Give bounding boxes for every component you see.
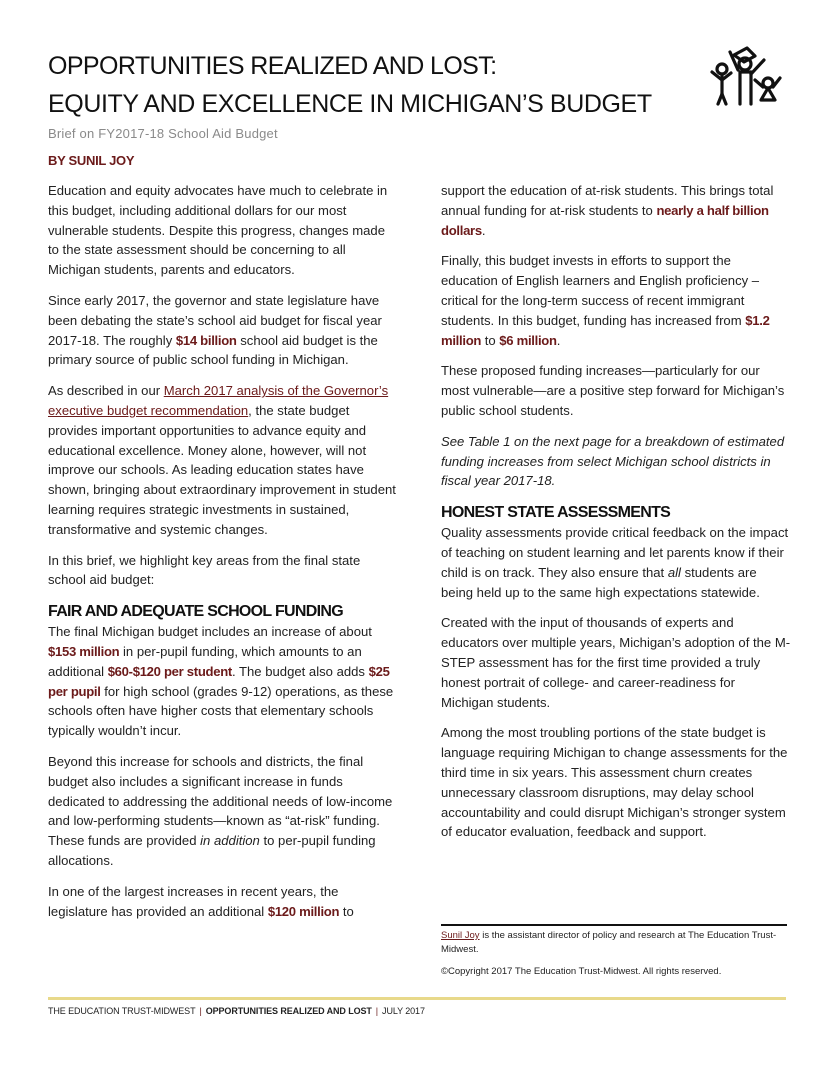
section-heading-funding: FAIR AND ADEQUATE SCHOOL FUNDING	[48, 603, 343, 621]
highlight-per-pupil: $25 per pupil	[48, 663, 390, 699]
highlight-per-student: $60-$120 per student	[107, 663, 232, 679]
right-column	[441, 181, 791, 853]
increase-paragraph: In one of the largest increases in recent years, the legislature has provided an additional $120 million to	[48, 883, 354, 919]
at-risk-paragraph: Beyond this increase for schools and districts, the final budget also includes a significant increase in funds dedicated to addressing the additional needs of low-income and low-performing students—known as “at-risk” funding. These funds are provided in addition to per-pupil funding allocations.	[48, 753, 393, 868]
at-risk-continued-paragraph: support the education of at-risk students. This brings total annual funding for at-risk students to nearly a half billion dollars.	[441, 183, 774, 238]
byline: BY SUNIL JOY	[48, 153, 135, 168]
mstep-paragraph: Created with the input of thousands of experts and educators over multiple years, Michigan’s adoption of the M-STEP assessment has for the first time provided a truly honest portrait of college- and career-readiness for Michigan students.	[441, 615, 791, 710]
author-bio: Sunil Joy is the assistant director of policy and research at The Education Trust-Midwest. ©Copyright 2017 The Education Trust-Midwest. All rights reserved.	[441, 924, 787, 987]
highlight-153-million: $153 million	[48, 643, 120, 659]
highlight-half-billion: nearly a half billion dollars	[441, 202, 769, 238]
troubling-paragraph: Among the most troubling portions of the state budget is language requiring Michigan to change assessments for the third time in six years. This assessment churn creates unnecessary classroom disruptions, may delay school accountability and could disrupt Michigan’s stronger system of educator evaluation, feedback and support.	[441, 725, 788, 840]
title-line-1: OPPORTUNITIES REALIZED AND LOST:	[48, 52, 497, 80]
table-note: See Table 1 on the next page for a breakdown of estimated funding increases from select Michigan school districts in fiscal year 2017-18.	[441, 433, 785, 489]
funding-paragraph: The final Michigan budget includes an increase of about $153 million in per-pupil funding, which amounts to an additional $60-$120 per student. The budget also adds $25 per pupil for high school (grades 9-12) operations, as these schools often have higher costs that elementary schools typically wouldn’t incur.	[48, 624, 394, 739]
assessments-paragraph: Quality assessments provide critical feedback on the impact of teaching on student learning and let parents know if their child is on track. They also ensure that all students are being held up to the same high expectations statewide.	[441, 525, 789, 600]
author-link[interactable]: Sunil Joy	[441, 930, 480, 941]
celebrating-students-icon	[700, 42, 790, 112]
english-learners-paragraph: Finally, this budget invests in efforts to support the education of English learners and English proficiency – critical for the long-term success of recent immigrant students. In this budget, funding has increased from $1.2 million to $6 million.	[441, 253, 770, 348]
left-column	[48, 181, 398, 932]
title-line-2: EQUITY AND EXCELLENCE IN MICHIGAN’S BUDGET	[48, 90, 652, 118]
highlight-6-million: $6 million	[499, 332, 557, 348]
subtitle: Brief on FY2017-18 School Aid Budget	[48, 126, 278, 141]
footer-divider	[48, 997, 786, 1000]
march-analysis-link[interactable]: March 2017 analysis of the Governor’s executive budget recommendation	[48, 383, 389, 418]
intro-paragraph: Education and equity advocates have much to celebrate in this budget, including additional dollars for our most vulnerable students. Despite this progress, changes made to the state assessment should be concerning to all Michigan students, parents and educators.	[48, 183, 388, 278]
highlight-1-2-million: $1.2 million	[441, 312, 770, 348]
copyright: ©Copyright 2017 The Education Trust-Midwest. All rights reserved.	[441, 966, 722, 977]
footer-title: OPPORTUNITIES REALIZED AND LOST	[205, 1006, 372, 1016]
highlight-intro-paragraph: In this brief, we highlight key areas from the final state school aid budget:	[48, 552, 361, 588]
highlight-120-million: $120 million	[267, 903, 340, 919]
section-heading-assessments: HONEST STATE ASSESSMENTS	[441, 504, 671, 522]
highlight-14-billion: $14 billion	[175, 332, 237, 348]
page-footer: THE EDUCATION TRUST-MIDWEST | OPPORTUNITIES REALIZED AND LOST | JULY 2017	[48, 1006, 425, 1016]
footer-date: JULY 2017	[382, 1006, 425, 1016]
footer-org: THE EDUCATION TRUST-MIDWEST	[48, 1006, 196, 1016]
analysis-paragraph: As described in our March 2017 analysis of the Governor’s executive budget recommendation, the state budget provides important opportunities to advance equity and educational excellence. Money alone, however, will not improve our schools. As leading education states have shown, bringing about extraordinary improvement in student learning requires strategic investments in sustained, transformative and systemic changes.	[48, 383, 396, 537]
summary-paragraph: These proposed funding increases—particularly for our most vulnerable—are a positive step forward for Michigan’s public school students.	[441, 363, 785, 418]
budget-paragraph: Since early 2017, the governor and state legislature have been debating the state’s school aid budget for fiscal year 2017-18. The roughly $14 billion school aid budget is the primary source of public school funding in Michigan.	[48, 292, 382, 368]
